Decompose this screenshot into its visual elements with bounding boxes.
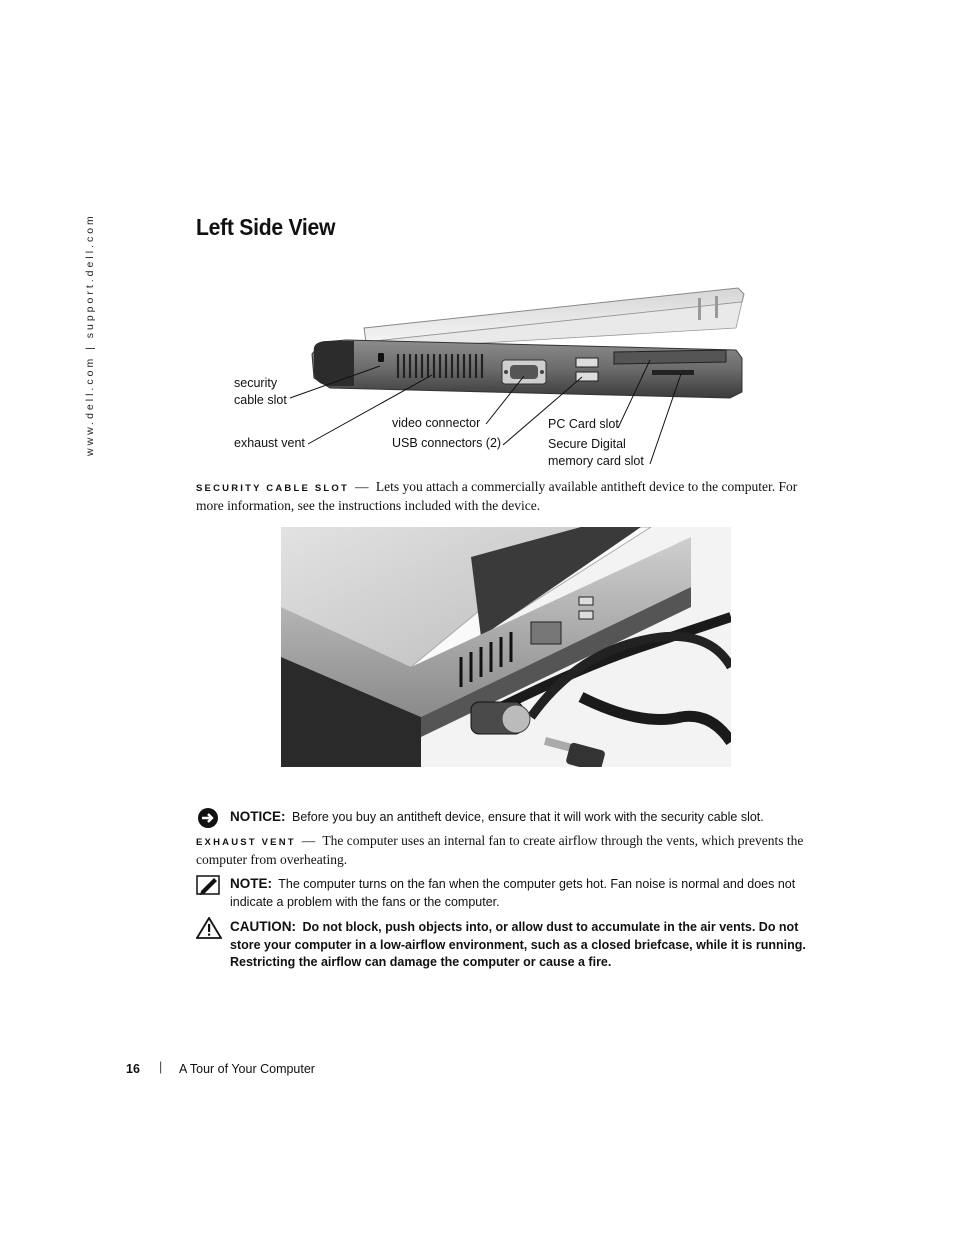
callout-exhaust-line-1: exhaust vent [234,436,305,450]
caution-text: Do not block, push objects into, or allow dust to accumulate in the air vents. Do not store your computer in a low-airflow environment, such as a closed briefcase, while it is running. Restricting the airflow can damage the computer or cause a fire. [230,920,806,969]
notice-box [230,808,820,827]
callout-exhaust-vent [234,435,305,452]
callout-usb-connectors [392,435,501,452]
callout-sd-line-1: Secure Digital [548,437,626,451]
section-term: EXHAUST VENT [196,837,296,848]
callout-leader-lines [226,280,826,480]
callout-video-connector [392,415,480,432]
sidebar-url: www.dell.com | support.dell.com [84,213,96,456]
caution-label: CAUTION: [230,919,296,934]
laptop-left-side-figure [226,280,826,480]
security-cable-photo [281,527,731,767]
section-dash: — [301,833,316,848]
note-box [230,875,820,911]
notice-label: NOTICE: [230,809,286,824]
callout-video-line-1: video connector [392,416,481,430]
section-text: The computer uses an internal fan to create airflow through the vents, which prevents the computer from overheating. [196,833,804,867]
notice-icon [196,807,222,829]
section-term: SECURITY CABLE SLOT [196,483,349,494]
section-text: Lets you attach a commercially available antitheft device to the computer. For more information, see the instructions included with the device. [196,479,798,513]
section-dash: — [355,479,369,494]
note-label: NOTE: [230,876,272,891]
notice-text: Before you buy an antitheft device, ensure that it will work with the security cable slot. [291,810,764,824]
caution-box [230,918,820,972]
page-title: Left Side View [196,214,336,240]
callout-usb-line-1: USB connectors (2) [392,436,502,450]
callout-sd-card-slot [548,436,644,470]
footer-separator: | [159,1060,163,1074]
exhaust-vent-section [196,832,816,868]
footer-chapter-title: A Tour of Your Computer [179,1062,315,1076]
callout-pc-card-slot [548,416,619,433]
pencil-note-icon [196,874,222,896]
callout-security-line-2: cable slot [234,393,287,407]
callout-security-line-1: security [234,376,278,390]
security-cable-slot-section [196,478,816,514]
callout-sd-line-2: memory card slot [548,454,644,468]
page-number: 16 [126,1062,140,1076]
warning-triangle-icon [196,917,222,939]
callout-security-cable-slot [234,375,287,409]
callout-pccard-line-1: PC Card slot [548,417,619,431]
note-text: The computer turns on the fan when the computer gets hot. Fan noise is normal and does not indicate a problem with the fans or the computer. [230,877,796,909]
laptop-with-cable-lock-illustration [281,527,731,767]
